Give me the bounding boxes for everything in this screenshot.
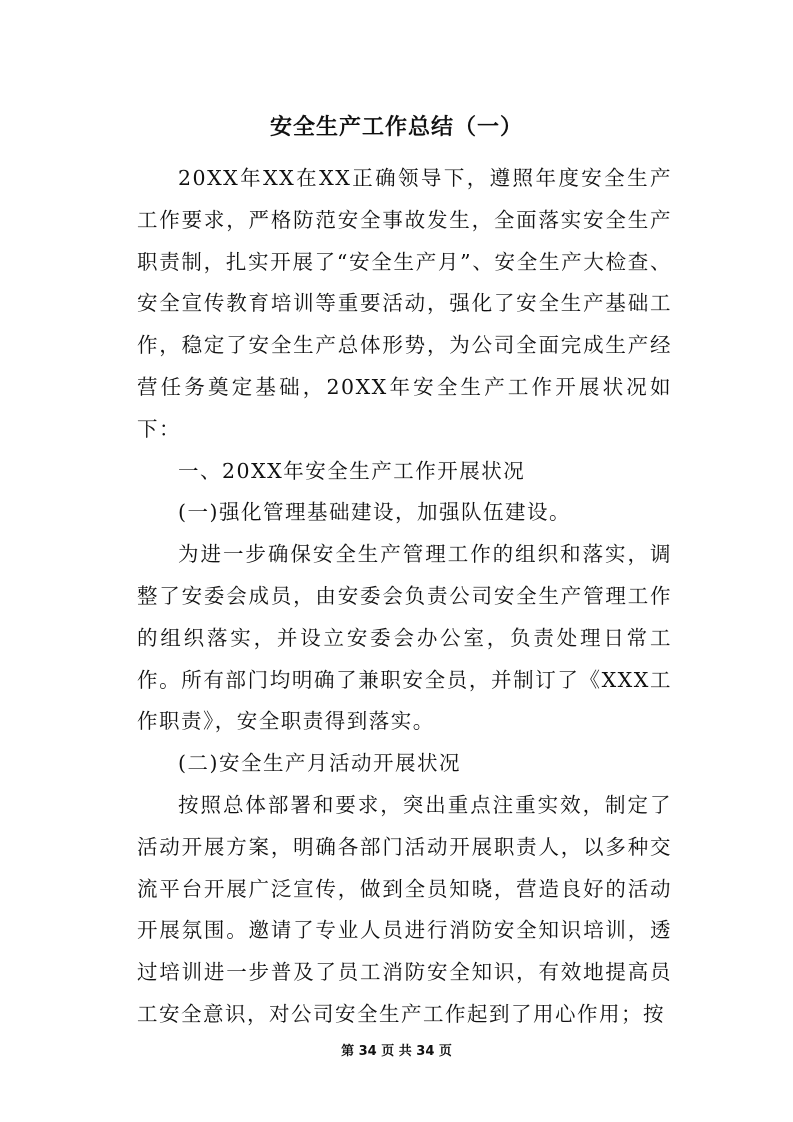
page-number: 第 34 页 共 34 页 xyxy=(341,1044,452,1059)
subsection-heading: (一)强化管理基础建设，加强队伍建设。 xyxy=(178,500,571,525)
document-title: 安全生产工作总结（一） xyxy=(269,114,523,140)
intro-paragraph: 20XX年XX在XX正确领导下，遵照年度安全生产工作要求，严格防范安全事故发生，全面落实安全生产职责制，扎实开展了“安全生产月”、安全生产大检查、安全宣传教育培训等重要活动，强化了安全生产基础工作，稳定了安全生产总体形势，为公司全面完成生产经营任务奠定基础，20XX年安全生产工作开展状况如下： xyxy=(137,166,672,441)
body-paragraph: 按照总体部署和要求，突出重点注重实效，制定了活动开展方案，明确各部门活动开展职责人，以多种交流平台开展广泛宣传，做到全员知晓，营造良好的活动开展氛围。邀请了专业人员进行消防安全知识培训，透过培训进一步普及了员工消防安全知识，有效地提高员工安全意识，对公司安全生产工作起到了用心作用；按 xyxy=(137,792,672,1026)
section-heading: 一、20XX年安全生产工作开展状况 xyxy=(178,458,526,483)
document-body xyxy=(137,158,672,1036)
body-paragraph: 为进一步确保安全生产管理工作的组织和落实，调整了安委会成员，由安委会负责公司安全生产管理工作的组织落实，并设立安委会办公室，负责处理日常工作。所有部门均明确了兼职安全员，并制订了《XXX工作职责》，安全职责得到落实。 xyxy=(137,542,672,734)
subsection-heading: (二)安全生产月活动开展状况 xyxy=(178,751,461,776)
